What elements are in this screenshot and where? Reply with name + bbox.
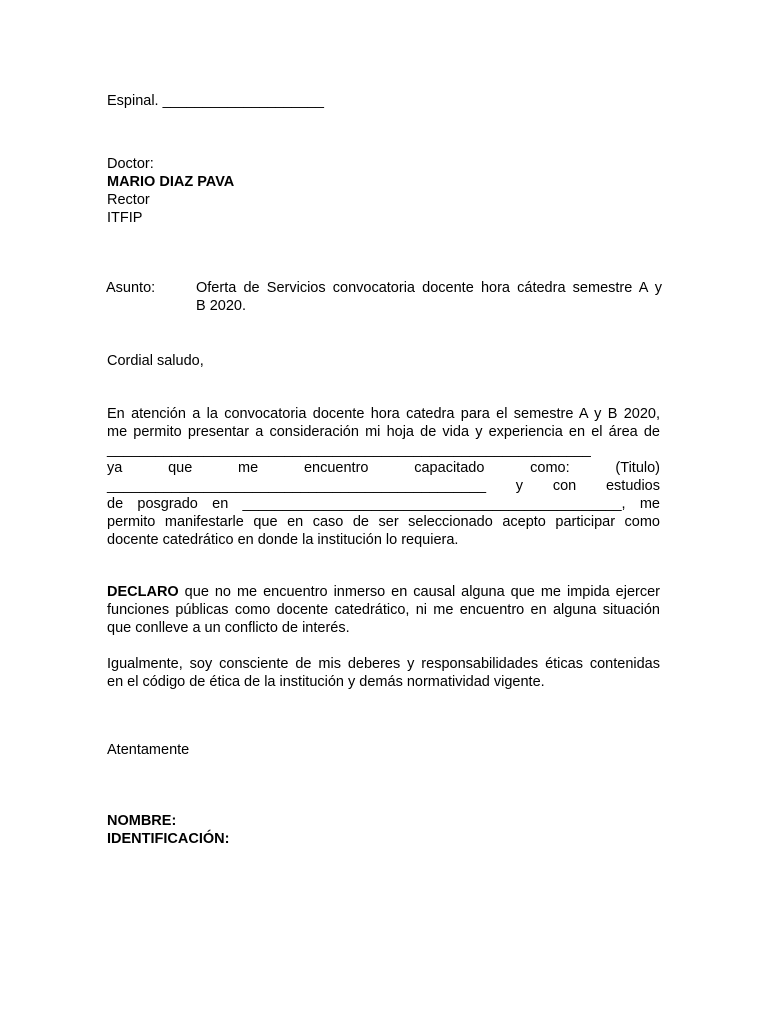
body-line: _______________________________________________ y con estudios	[107, 478, 660, 494]
declaration-paragraph	[107, 583, 660, 637]
recipient-name: MARIO DIAZ PAVA	[107, 174, 235, 190]
subject-line-2: B 2020.	[196, 298, 246, 314]
greeting-text: Cordial saludo,	[107, 353, 204, 369]
body-paragraph-1	[107, 405, 660, 549]
body-line: En atención a la convocatoria docente hora catedra para el semestre A y B 2020,	[107, 406, 660, 422]
body-line: de posgrado en _______________________________________________, me	[107, 496, 660, 512]
recipient-title: Doctor:	[107, 156, 154, 172]
recipient-institution: ITFIP	[107, 210, 143, 226]
name-label: NOMBRE:	[107, 813, 177, 829]
subject-line-1: Oferta de Servicios convocatoria docente hora cátedra semestre A y	[196, 280, 662, 296]
closing-text: Atentamente	[107, 742, 190, 758]
body-line: me permito presentar a consideración mi hoja de vida y experiencia en el área de	[107, 424, 660, 440]
subject-text	[196, 279, 662, 315]
subject-label: Asunto:	[106, 280, 156, 296]
body-line: ya que me encuentro capacitado como: (Titulo)	[107, 460, 660, 476]
body-paragraph-3	[107, 655, 660, 691]
place-date-line	[107, 92, 660, 110]
id-label: IDENTIFICACIÓN:	[107, 831, 230, 847]
body-line: en el código de ética de la institución y demás normatividad vigente.	[107, 674, 545, 690]
declaration-line-3: que conlleve a un conflicto de interés.	[107, 620, 350, 636]
body-line: docente catedrático en donde la institución lo requiera.	[107, 532, 459, 548]
closing	[107, 741, 660, 759]
declaration-line-1-rest: que no me encuentro inmerso en causal alguna que me impida ejercer	[178, 584, 660, 600]
declaration-line-1	[107, 583, 660, 601]
declaration-line-2: funciones públicas como docente catedrático, ni me encuentro en alguna situación	[107, 602, 660, 618]
place-date-text: Espinal. ____________________	[107, 93, 324, 109]
recipient-block	[107, 155, 660, 227]
body-blank-line: ____________________________________________________________	[107, 442, 591, 458]
recipient-position: Rector	[107, 192, 150, 208]
body-line: Igualmente, soy consciente de mis deberes y responsabilidades éticas contenidas	[107, 656, 660, 672]
greeting	[107, 352, 660, 370]
declaration-keyword: DECLARO	[107, 584, 179, 600]
body-line: permito manifestarle que en caso de ser seleccionado acepto participar como	[107, 514, 660, 530]
signature-fields	[107, 812, 660, 848]
